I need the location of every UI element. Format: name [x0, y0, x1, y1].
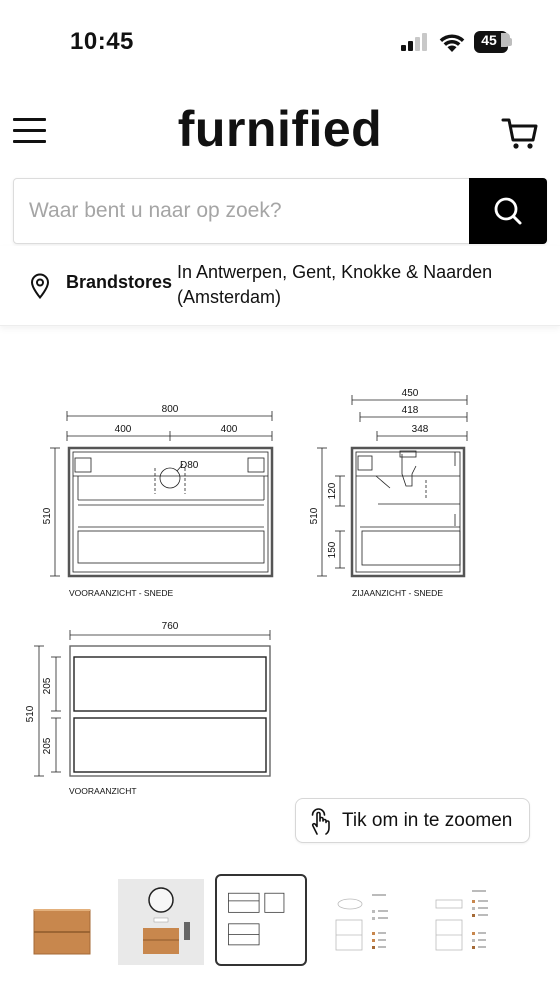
brandstores-label: Brandstores — [66, 272, 173, 292]
search-icon — [469, 178, 547, 244]
brandstores-bar[interactable] — [0, 246, 560, 326]
dim-side-lower-drawer: 150 — [327, 541, 338, 559]
search-button[interactable] — [469, 178, 547, 244]
dim-hole-label: D80 — [180, 460, 199, 471]
thumbnail-4-image — [322, 876, 414, 968]
thumbnail-1-image — [16, 876, 108, 968]
thumbnail-1[interactable] — [16, 876, 108, 968]
dim-front-view-drawer-bottom: 205 — [42, 737, 53, 755]
thumbnail-3-image — [217, 876, 305, 964]
technical-drawing-svg — [0, 326, 560, 856]
caption-front-view: VOORAANZICHT — [69, 786, 137, 796]
status-time: 10:45 — [70, 28, 134, 55]
thumbnail-2-image — [118, 876, 210, 968]
dim-front-view-height: 510 — [25, 705, 36, 723]
location-pin-icon — [30, 273, 50, 299]
cellular-signal-icon — [401, 33, 431, 51]
dim-front-view-width: 760 — [161, 621, 179, 632]
thumbnail-5[interactable] — [422, 876, 514, 968]
shopping-cart-icon[interactable] — [500, 112, 540, 152]
dim-front-total-width: 800 — [161, 404, 179, 415]
thumbnail-gallery — [0, 870, 560, 975]
thumbnail-3[interactable] — [215, 874, 307, 966]
dim-front-view-drawer-top: 205 — [42, 677, 53, 695]
tap-to-zoom-label: Tik om in te zoomen — [342, 810, 513, 831]
dim-side-upper-drawer: 120 — [327, 482, 338, 500]
search-input[interactable] — [14, 179, 469, 243]
dim-side-height: 510 — [309, 507, 320, 525]
caption-side-section: ZIJAANZICHT - SNEDE — [352, 588, 443, 598]
dim-side-depth-inner: 348 — [411, 424, 429, 435]
product-technical-drawing[interactable] — [0, 326, 560, 856]
site-logo[interactable]: furnified — [177, 101, 383, 157]
dim-front-half-left: 400 — [114, 424, 132, 435]
tap-hand-icon — [308, 807, 334, 835]
search-bar — [13, 178, 547, 244]
wifi-icon — [438, 31, 466, 53]
status-bar — [0, 0, 560, 80]
battery-level: 45 — [481, 32, 497, 48]
dim-front-half-right: 400 — [220, 424, 238, 435]
battery-icon — [474, 31, 512, 53]
dim-front-height: 510 — [42, 507, 53, 525]
thumbnail-4[interactable] — [322, 876, 414, 968]
dim-side-depth-mid: 418 — [401, 405, 419, 416]
thumbnail-2[interactable] — [118, 876, 210, 968]
thumbnail-5-image — [422, 876, 514, 968]
dim-side-depth-outer: 450 — [401, 388, 419, 399]
brandstores-locations: In Antwerpen, Gent, Knokke & Naarden (Amsterdam) — [177, 262, 493, 307]
tap-to-zoom-button[interactable] — [295, 798, 530, 843]
caption-front-section: VOORAANZICHT - SNEDE — [69, 588, 174, 598]
